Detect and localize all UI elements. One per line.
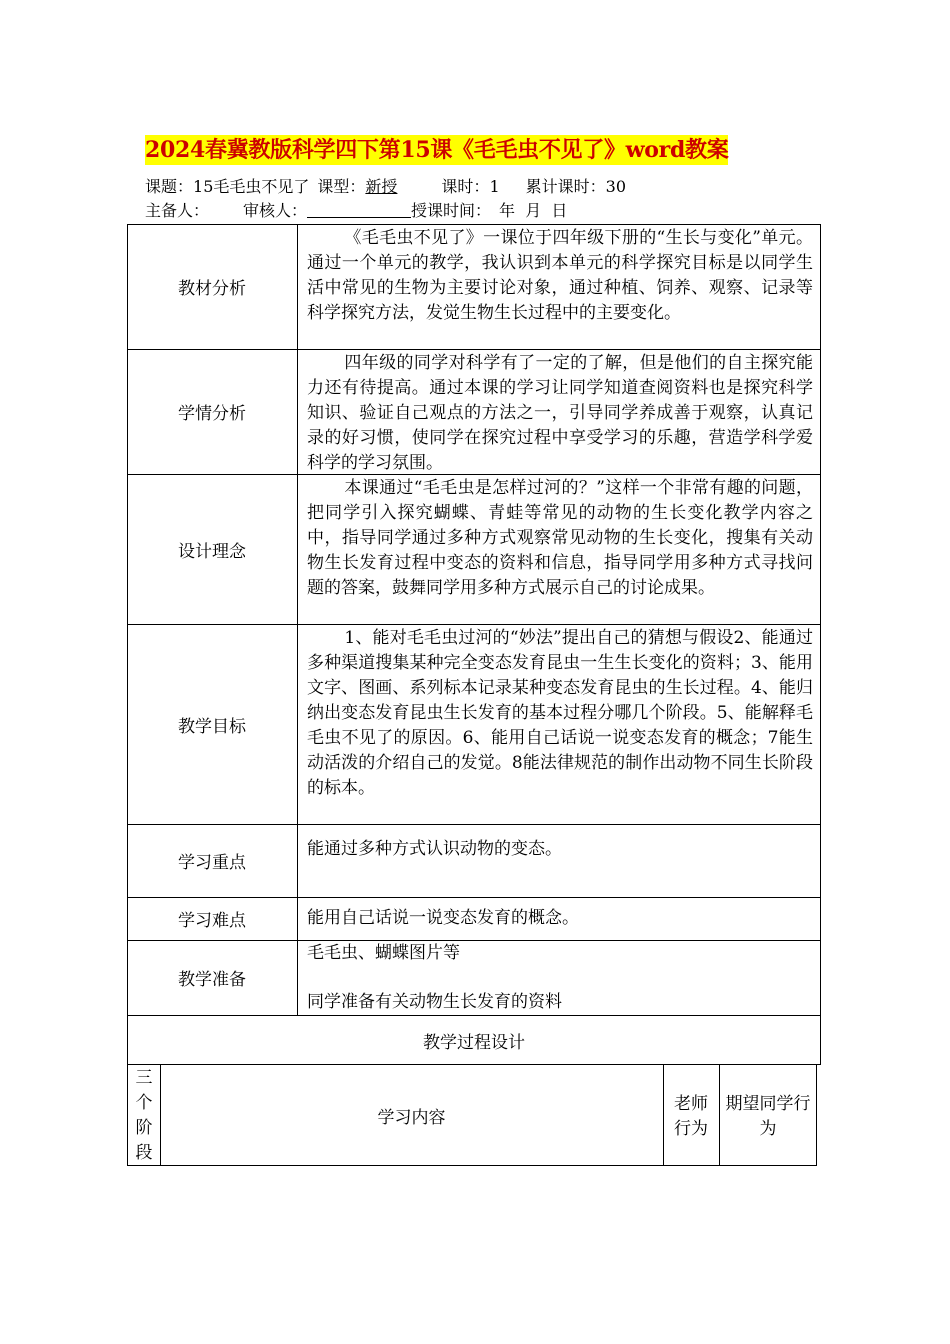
teach-time-label: 授课时间：	[411, 201, 492, 220]
row-label-preparation: 教学准备	[178, 970, 246, 990]
process-table-divider	[719, 1064, 720, 1166]
process-header-stage: 三个阶段	[135, 1068, 153, 1163]
process-header-student: 期望同学行为	[725, 1094, 811, 1139]
row-label-design-concept: 设计理念	[178, 541, 246, 562]
cumulative-value: 30	[605, 177, 626, 196]
lesson-label: 课题：	[145, 177, 194, 196]
process-table-divider	[663, 1064, 664, 1166]
process-header-content: 学习内容	[377, 1107, 446, 1128]
row-content-preparation-line1: 毛毛虫、蝴蝶图片等	[307, 943, 460, 963]
row-content-preparation-line2: 同学准备有关动物生长发育的资料	[307, 992, 562, 1012]
type-value: 新授	[365, 177, 398, 196]
row-content-teaching-goals: 1、能对毛毛虫过河的“妙法”提出自己的猜想与假设2、能通过多种渠道搜集某种完全变态发育昆虫一生生长变化的资料；3、能用文字、图画、系列标本记录某种变态发育昆虫的生长过程。4、能归纳出变态发育昆虫生长发育的基本过程分哪几个阶段。5、能解释毛毛虫不见了的原因。6、能用自己话说一说变态发育的概念；7能生动活泼的介绍自己的发觉。8能法律规范的制作出动物不同生长阶段的标本。	[307, 628, 813, 798]
row-label-teaching-goals: 教学目标	[178, 716, 246, 737]
row-content-design-concept: 本课通过“毛毛虫是怎样过河的？”这样一个非常有趣的问题，把同学引入探究蝴蝶、青蛙等常见的动物的生长变化教学内容之中，指导同学通过多种方式观察常见动物的生长变化，搜集有关动物生长发育过程中变态的资料和信息，指导同学用多种方式寻找问题的答案，鼓舞同学用多种方式展示自己的讨论成果。	[307, 478, 813, 598]
row-label-textbook-analysis: 教材分析	[178, 279, 246, 299]
row-label-key-points: 学习重点	[178, 853, 246, 873]
reviewer-blank	[307, 201, 411, 218]
reviewer-label: 审核人：	[243, 201, 308, 220]
hours-label: 课时：	[441, 177, 490, 196]
type-label: 课型：	[317, 177, 366, 196]
preparer-label: 主备人：	[145, 201, 210, 220]
row-content-textbook-analysis: 《毛毛虫不见了》一课位于四年级下册的“生长与变化”单元。通过一个单元的教学，我认识到本单元的科学探究目标是以同学生活中常见的生物为主要讨论对象，通过种植、饲养、观察、记录等科学探究方法，发觉生物生长过程中的主要变化。	[307, 228, 813, 323]
row-content-key-points: 能通过多种方式认识动物的变态。	[307, 839, 562, 859]
teach-time-value: 年 月 日	[499, 201, 568, 220]
document-title: 2024春冀教版科学四下第15课《毛毛虫不见了》word教案	[145, 137, 729, 163]
cumulative-label: 累计课时：	[525, 177, 606, 196]
row-label-student-analysis: 学情分析	[178, 404, 246, 424]
lesson-meta-line1	[145, 176, 626, 198]
row-content-difficulties: 能用自己话说一说变态发育的概念。	[307, 908, 579, 928]
process-design-title: 教学过程设计	[423, 1032, 525, 1053]
row-content-student-analysis: 四年级的同学对科学有了一定的了解，但是他们的自主探究能力还有待提高。通过本课的学习让同学知道查阅资料也是探究科学知识、验证自己观点的方法之一，引导同学养成善于观察，认真记录的好习惯，使同学在探究过程中享受学习的乐趣，营造学科学爱科学的学习氛围。	[307, 353, 813, 473]
lesson-value: 15毛毛虫不见了	[193, 177, 310, 196]
lesson-meta-line2	[145, 200, 567, 222]
row-label-difficulties: 学习难点	[178, 911, 246, 931]
process-header-teacher: 老师行为	[674, 1094, 708, 1139]
hours-value: 1	[489, 177, 500, 196]
